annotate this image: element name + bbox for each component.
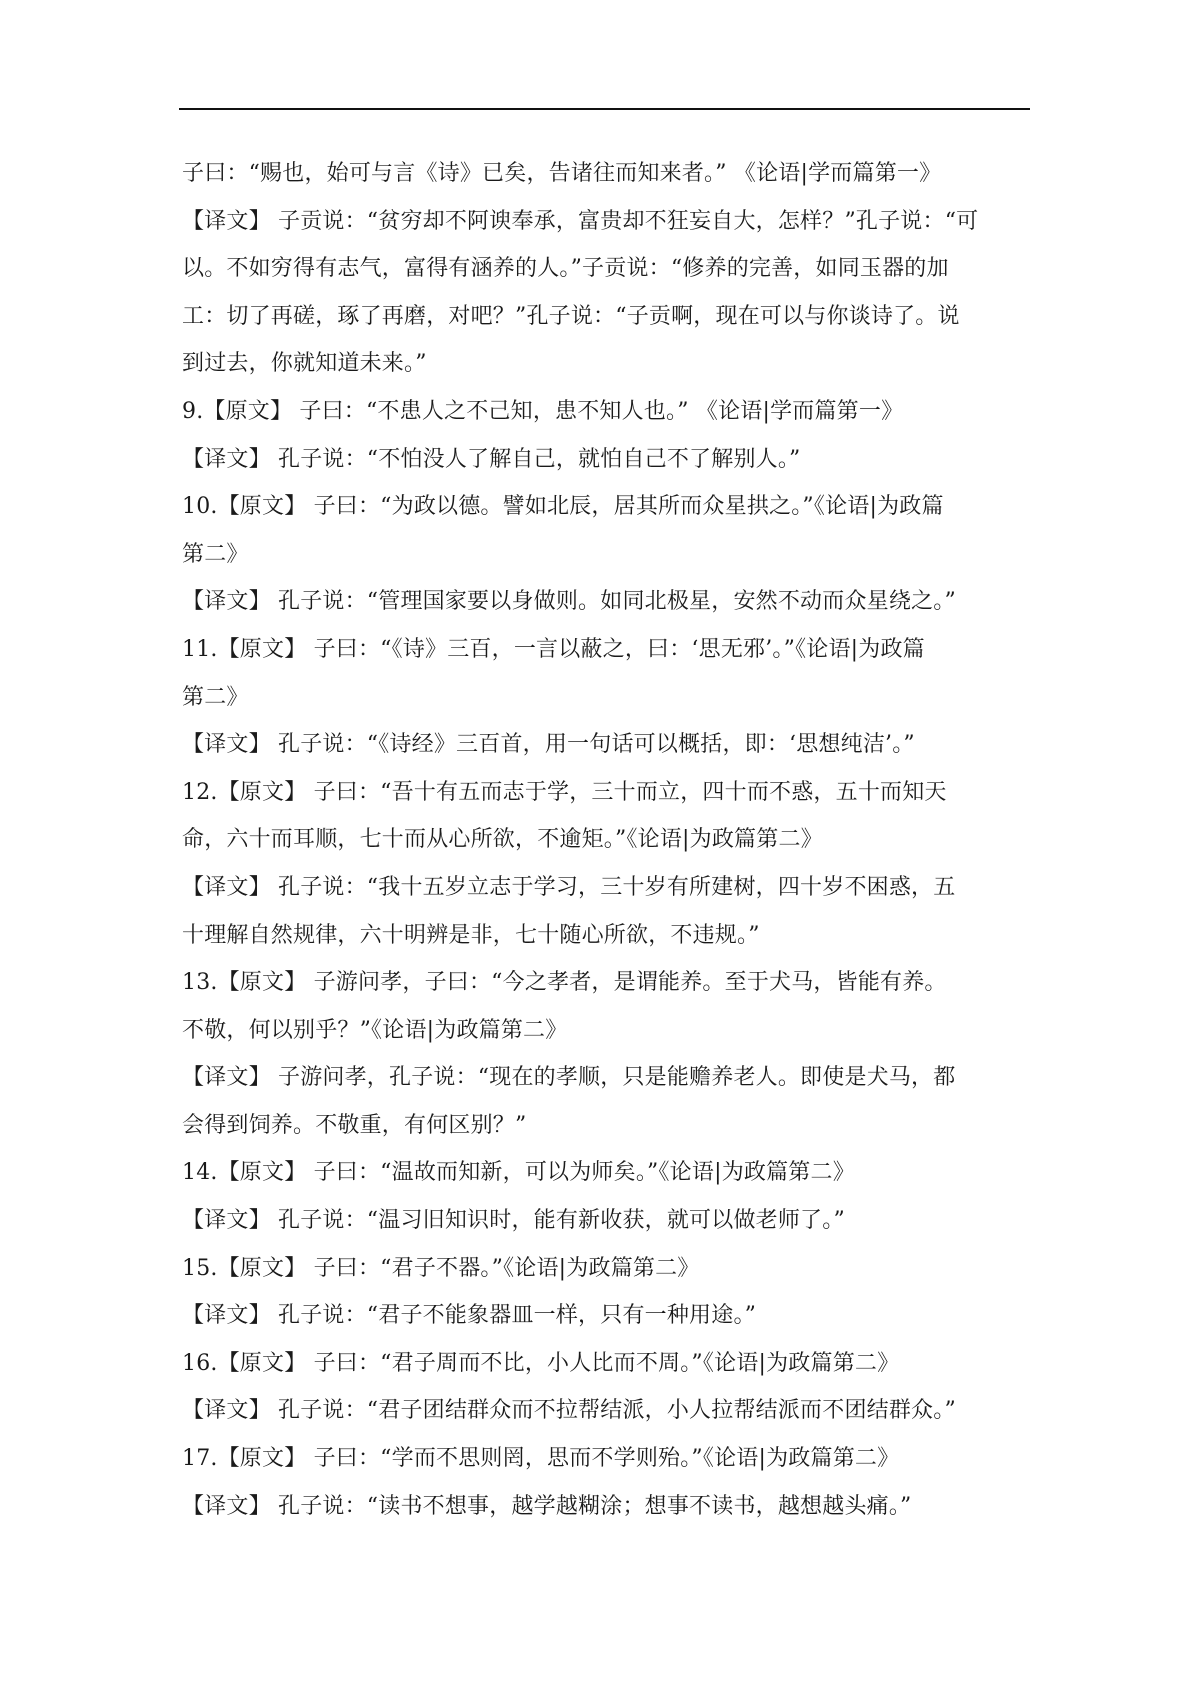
- text-line: 17.【原文】 子曰：“学而不思则罔，思而不学则殆。”《论语|为政篇第二》: [182, 1446, 900, 1472]
- text-line: 11.【原文】 子曰：“《诗》三百，一言以蔽之，曰：‘思无邪’。”《论语|为政篇: [182, 636, 925, 662]
- text-line: 【译文】 孔子说：“读书不想事，越学越糊涂；想事不读书，越想越头痛。”: [182, 1493, 912, 1519]
- text-line: 不敬，何以别乎？”《论语|为政篇第二》: [182, 1017, 568, 1043]
- text-line: 13.【原文】 子游问孝，子曰：“今之孝者，是谓能养。至于犬马，皆能有养。: [182, 970, 947, 996]
- text-line: 工：切了再磋，琢了再磨，对吧？”孔子说：“子贡啊，现在可以与你谈诗了。说: [182, 303, 960, 329]
- text-line: 【译文】 孔子说：“不怕没人了解自己，就怕自己不了解别人。”: [182, 446, 801, 472]
- header-rule: [179, 108, 1030, 110]
- text-line: 16.【原文】 子曰：“君子周而不比，小人比而不周。”《论语|为政篇第二》: [182, 1350, 900, 1376]
- text-line: 【译文】 孔子说：“君子不能象器皿一样，只有一种用途。”: [182, 1303, 757, 1329]
- text-line: 15.【原文】 子曰：“君子不器。”《论语|为政篇第二》: [182, 1255, 700, 1281]
- text-line: 【译文】 孔子说：“温习旧知识时，能有新收获，就可以做老师了。”: [182, 1208, 845, 1234]
- text-line: 【译文】 孔子说：“我十五岁立志于学习，三十岁有所建树，四十岁不困惑，五: [182, 874, 956, 900]
- text-line: 【译文】 子贡说：“贫穷却不阿谀奉承，富贵却不狂妄自大，怎样？”孔子说：“可: [182, 208, 979, 234]
- document-body: [182, 150, 1028, 1530]
- text-line: 【译文】 孔子说：“管理国家要以身做则。如同北极星，安然不动而众星绕之。”: [182, 589, 956, 615]
- text-line: 第二》: [182, 684, 249, 710]
- text-line: 命，六十而耳顺，七十而从心所欲，不逾矩。”《论语|为政篇第二》: [182, 827, 823, 853]
- text-line: 10.【原文】 子曰：“为政以德。譬如北辰，居其所而众星拱之。”《论语|为政篇: [182, 494, 944, 520]
- text-line: 以。不如穷得有志气，富得有涵养的人。”子贡说：“修养的完善，如同玉器的加: [182, 256, 949, 282]
- text-line: 到过去，你就知道未来。”: [182, 351, 427, 377]
- text-line: 12.【原文】 子曰：“吾十有五而志于学，三十而立，四十而不惑，五十而知天: [182, 779, 947, 805]
- text-line: 【译文】 孔子说：“君子团结群众而不拉帮结派，小人拉帮结派而不团结群众。”: [182, 1398, 956, 1424]
- text-line: 【译文】 孔子说：“《诗经》三百首，用一句话可以概括，即：‘思想纯洁’。”: [182, 732, 915, 758]
- text-line: 子曰：“赐也，始可与言《诗》已矣，告诸往而知来者。” 《论语|学而篇第一》: [182, 161, 942, 186]
- text-line: 第二》: [182, 541, 249, 567]
- text-line: 【译文】 子游问孝，孔子说：“现在的孝顺，只是能赡养老人。即使是犬马，都: [182, 1065, 956, 1091]
- text-line: 14.【原文】 子曰：“温故而知新，可以为师矣。”《论语|为政篇第二》: [182, 1160, 855, 1186]
- text-line: 十理解自然规律，六十明辨是非，七十随心所欲，不违规。”: [182, 922, 760, 948]
- text-line: 9.【原文】 子曰：“不患人之不己知，患不知人也。” 《论语|学而篇第一》: [182, 398, 904, 424]
- text-line: 会得到饲养。不敬重，有何区别？”: [182, 1112, 527, 1138]
